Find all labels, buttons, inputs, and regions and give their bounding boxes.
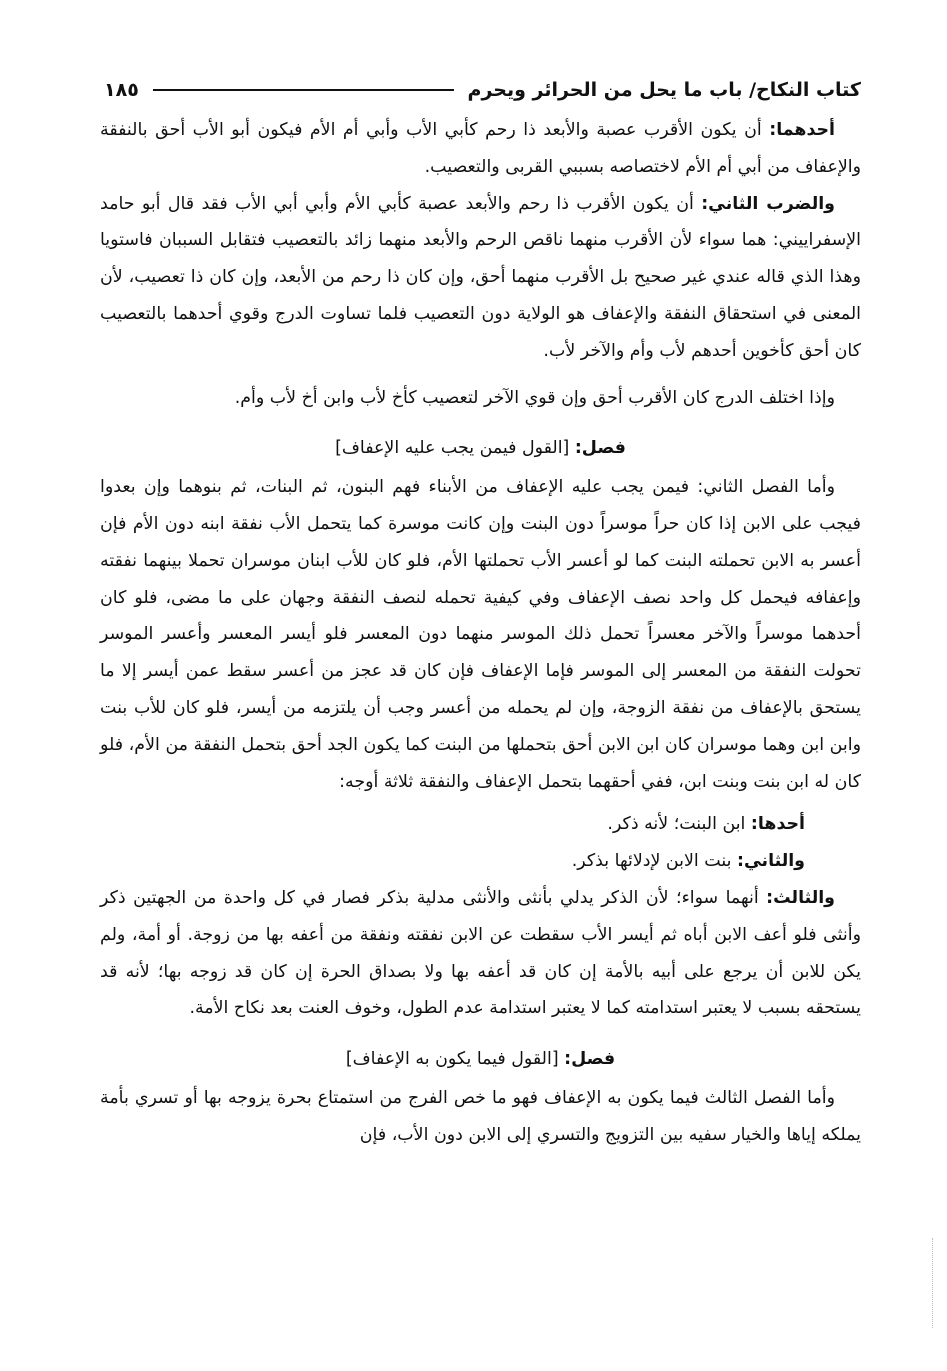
item-lead: أحدها:: [750, 814, 805, 835]
paragraph-first-type: [100, 112, 861, 186]
list-item-first: [100, 806, 861, 843]
item-lead: والثالث:: [766, 887, 835, 908]
list-item-second: [100, 843, 861, 880]
section-heading-means: [100, 1041, 861, 1078]
section-heading-who-provides: [100, 430, 861, 467]
paragraph-degrees: وإذا اختلف الدرج كان الأقرب أحق وإن قوي الآخر لتعصيب كأخ لأب وابن أخ لأب وأم.: [234, 387, 835, 408]
paragraph-means: وأما الفصل الثالث فيما يكون به الإعفاف فهو ما خص الفرج من استمتاع بحرة يزوجه بها أو تسري بأمة يملكه إياها والخيار سفيه بين التزويج والتسري إلى الابن دون الأب، فإن: [100, 1087, 861, 1145]
heading-title: [القول فيما يكون به الإعفاف]: [345, 1049, 565, 1070]
paragraph-text: أن يكون الأقرب عصبة والأبعد ذا رحم كأبي الأب وأبي أم الأم فيكون أبو الأب أحق بالنفقة والإعفاف من أبي أم الأم لاختصاصه بسببي القربى والتعصيب.: [100, 120, 861, 177]
running-header-title: كتاب النكاح/ باب ما يحل من الحرائر ويحرم: [467, 79, 861, 101]
paragraph-who-provides: وأما الفصل الثاني: فيمن يجب عليه الإعفاف من الأبناء فهم البنون، ثم البنات، ثم بنوهما وإن بعدوا فيجب على الابن إذا كان حراً موسراً دون البنت وإن كانت موسرة كما يتحمل الأب نفقة ابنه دون الأم فإن أعسر به الابن تحملته البنت كما لو أعسر الأب تحملتها الأم، فلو كان للأب ابنان موسران تحملا بينهما نفقته وإعفافه فيحمل كل واحد نصف الإعفاف وفي كيفية تحمله لنصف النفقة وجهان على ما مضى، فلو كان أحدهما موسراً والآخر معسراً تحمل ذلك الموسر منهما دون المعسر فلو أيسر المعسر وأعسر الموسر تحولت النفقة من المعسر إلى الموسر فإما الإعفاف فإن كان قد عجز من أعسر سقط عمن أيسر إلا ما يستحق بالإعفاف من نفقة الزوجة، وإن لم يحمله من أعسر وجب أن يلتزمه من أيسر، فلو كان للأب بنت وابن ابن وهما موسران كان ابن الابن أحق بتحملها من البنت كما يكون الجد أحق بتحمل النفقة من الأم، فلو كان له ابن بنت وبنت ابن، ففي أحقهما بتحمل الإعفاف والنفقة ثلاثة أوجه:: [100, 477, 861, 792]
heading-label: فصل:: [574, 438, 626, 459]
list-item-third: [100, 880, 861, 1027]
heading-label: فصل:: [564, 1049, 616, 1070]
paragraph-lead: أحدهما:: [769, 120, 835, 140]
scan-margin-mark: [929, 1238, 933, 1328]
paragraph-text: أن يكون الأقرب ذا رحم والأبعد عصبة كأبي الأم وأبي أبي الأب فقد قال أبو حامد الإسفراييني: هما سواء لأن الأقرب منهما ناقص الرحم والأبعد منهما زائد بالتعصيب فتقابل السببان فاستويا وهذا الذي قاله عندي غير صحيح بل الأقرب منهما أحق، وإن كان ذا رحم من الأبعد، وإن كان ذا تعصيب، لأن المعنى في استحقاق النفقة والإعفاف هو الولاية دون التعصيب فلما تساوت الدرج وقوي أحدهما بالتعصيب كان أحق كأخوين أحدهم لأب وأم والآخر لأب.: [100, 193, 861, 361]
item-text: بنت الابن لإدلائها بذكر.: [571, 851, 737, 872]
heading-title: [القول فيمن يجب عليه الإعفاف]: [335, 438, 575, 459]
header-rule: [153, 89, 454, 91]
item-text: أنهما سواء؛ لأن الذكر يدلي بأنثى والأنثى مدلية بذكر فصار في كل واحدة من الجهتين ذكر وأنثى فلو أعف الابن أباه ثم أيسر الأب سقطت عن الابن نفقته ونفقة من أعفه بها من زوجة. أو أمة، ولم يكن للابن أن يرجع على أبيه بالأمة إن كان قد أعفه بها ولا بصداق الحرة إن كان قد زوجه بها؛ لأنه قد يستحقه بسبب لا يعتبر استدامته كما لا يعتبر استدامة عدم الطول، وخوف العنت بعد نكاح الأمة.: [100, 887, 861, 1019]
item-lead: والثاني:: [736, 851, 805, 872]
body-text: [100, 112, 861, 1154]
paragraph-second-type: [100, 186, 861, 370]
page-number: ١٨٥: [104, 79, 139, 101]
running-header: [104, 70, 861, 110]
paragraph-lead: والضرب الثاني:: [701, 193, 835, 214]
item-text: ابن البنت؛ لأنه ذكر.: [607, 814, 751, 835]
